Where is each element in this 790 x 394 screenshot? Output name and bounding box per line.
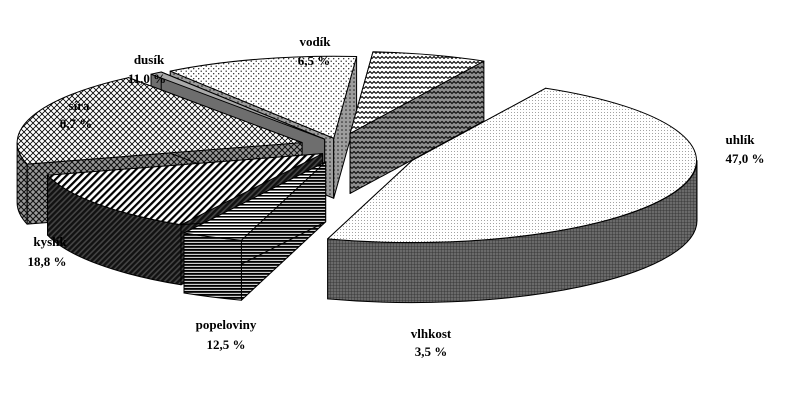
slice-wall-vlhkost	[184, 233, 241, 300]
slice-value-sira: 0,7 %	[59, 116, 93, 131]
slice-value-kyslik: 18,8 %	[27, 254, 67, 269]
slice-value-dusik: 11,0 %	[127, 71, 167, 86]
slice-label-sira: síra	[68, 98, 90, 113]
slice-label-dusik: dusík	[133, 52, 165, 67]
slice-value-vlhkost: 3,5 %	[414, 344, 448, 359]
slice-label-vlhkost: vlhkost	[410, 326, 452, 341]
slice-value-vodik: 6,5 %	[297, 53, 331, 68]
slice-label-popeloviny: popeloviny	[195, 317, 257, 332]
slice-label-uhlik: uhlík	[725, 132, 755, 147]
slice-label-kyslik: kyslík	[33, 234, 67, 249]
pie-slices	[17, 52, 697, 303]
slice-value-uhlik: 47,0 %	[725, 151, 765, 166]
slice-value-popeloviny: 12,5 %	[206, 337, 246, 352]
slice-label-vodik: vodík	[299, 34, 331, 49]
